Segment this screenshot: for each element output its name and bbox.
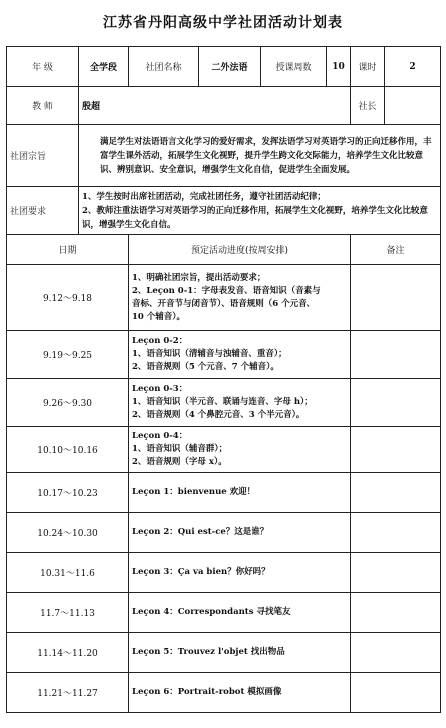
week-note (351, 593, 441, 633)
plan-line: Leçon 0-2： (132, 336, 188, 346)
plan-line: 2、语音规则（5 个元音、7 个辅音）。 (132, 362, 279, 372)
week-date: 11.7～11.13 (7, 593, 129, 633)
week-note (351, 473, 441, 513)
week-plan (129, 427, 351, 473)
week-date: 11.14～11.20 (7, 633, 129, 673)
week-plan: Leçon 2：Qui est-ce？这是谁？ (129, 513, 351, 553)
schedule-row (7, 513, 441, 553)
teacher-label: 教 师 (7, 87, 79, 125)
president-label: 社长 (351, 87, 385, 125)
schedule-row (7, 427, 441, 473)
schedule-row (7, 633, 441, 673)
week-note (351, 553, 441, 593)
weeks-value: 10 (327, 47, 351, 87)
plan-line: 1、语音知识（半元音、联诵与连音、字母 h）； (132, 397, 313, 407)
grade-label: 年 级 (7, 47, 79, 87)
schedule-row (7, 473, 441, 513)
purpose-row (7, 125, 441, 187)
hours-label: 课时 (351, 47, 385, 87)
hours-value: 2 (385, 47, 441, 87)
week-plan: Leçon 3：Ça va bien？你好吗？ (129, 553, 351, 593)
week-plan: Leçon 1：bienvenue 欢迎！ (129, 473, 351, 513)
requirements-label: 社团要求 (7, 187, 79, 235)
date-header: 日期 (7, 235, 129, 265)
schedule-row (7, 379, 441, 427)
week-date: 10.10～10.16 (7, 427, 129, 473)
week-plan (129, 379, 351, 427)
plan-line: 2、语音规则（字母 x）。 (132, 457, 227, 467)
purpose-text (79, 125, 441, 187)
week-note (351, 265, 441, 331)
plan-line: 1、语音知识（辅音群）； (132, 444, 228, 454)
requirement-line: 1、学生按时出席社团活动，完成社团任务，遵守社团活动纪律； (82, 191, 326, 202)
plan-line: 2、语音规则（4 个鼻腔元音、3 个半元音）。 (132, 410, 305, 420)
purpose-label: 社团宗旨 (7, 125, 79, 187)
requirements-text (79, 187, 441, 235)
schedule-row (7, 331, 441, 379)
plan-line: Leçon 0-3： (132, 384, 188, 394)
week-plan: Leçon 5：Trouvez l'objet 找出物品 (129, 633, 351, 673)
week-date: 10.24～10.30 (7, 513, 129, 553)
purpose-paragraph: 满足学生对法语语言文化学习的爱好需求，发挥法语学习对英语学习的正向迁移作用，丰富学生课外活动，拓展学生文化视野，提升学生跨文化交际能力，培养学生文化比较意识、辨别意识、安全意识，增强学生文化自信，促进学生全面发展。 (100, 136, 432, 175)
plan-header: 预定活动进度(按周安排) (129, 235, 351, 265)
requirement-line: 2、教师注重法语学习对英语学习的正向迁移作用，拓展学生文化视野，培养学生文化比较意识，增强学生文化自信。 (82, 205, 428, 230)
plan-line: 1、语音知识（清辅音与浊辅音、重音）； (132, 349, 287, 359)
schedule-row (7, 593, 441, 633)
grade-value: 全学段 (79, 47, 129, 87)
schedule-header-row (7, 235, 441, 265)
president-value (385, 87, 441, 125)
requirements-row (7, 187, 441, 235)
week-note (351, 379, 441, 427)
week-date: 11.21～11.27 (7, 673, 129, 713)
week-plan (129, 265, 351, 331)
week-plan: Leçon 6：Portrait-robot 模拟画像 (129, 673, 351, 713)
info-row-1 (7, 47, 441, 87)
plan-table (6, 46, 441, 713)
week-plan: Leçon 4：Correspondants 寻找笔友 (129, 593, 351, 633)
week-date: 9.26～9.30 (7, 379, 129, 427)
teacher-value: 殷超 (79, 87, 351, 125)
note-header: 备注 (351, 235, 441, 265)
schedule-row (7, 673, 441, 713)
schedule-row (7, 553, 441, 593)
week-plan (129, 331, 351, 379)
week-note (351, 427, 441, 473)
plan-line: 1、明确社团宗旨，提出活动要求； (132, 272, 266, 283)
week-note (351, 513, 441, 553)
week-date: 9.19～9.25 (7, 331, 129, 379)
week-date: 10.17～10.23 (7, 473, 129, 513)
plan-line: 音标、开音节与闭音节）、语音规则（6 个元音、 (132, 298, 316, 309)
plan-line: Leçon 0-4： (132, 431, 188, 441)
week-date: 10.31～11.6 (7, 553, 129, 593)
week-note (351, 633, 441, 673)
schedule-row (7, 265, 441, 331)
week-note (351, 331, 441, 379)
info-row-2 (7, 87, 441, 125)
plan-line: 10 个辅音）。 (132, 311, 186, 322)
week-date: 9.12～9.18 (7, 265, 129, 331)
club-name-label: 社团名称 (129, 47, 199, 87)
weeks-label: 授课周数 (261, 47, 327, 87)
plan-line: 2、Leçon 0-1：字母表发音、语音知识（音素与 (132, 285, 321, 296)
document-title: 江苏省丹阳高级中学社团活动计划表 (103, 15, 343, 31)
week-note (351, 673, 441, 713)
club-name-value: 二外法语 (199, 47, 261, 87)
